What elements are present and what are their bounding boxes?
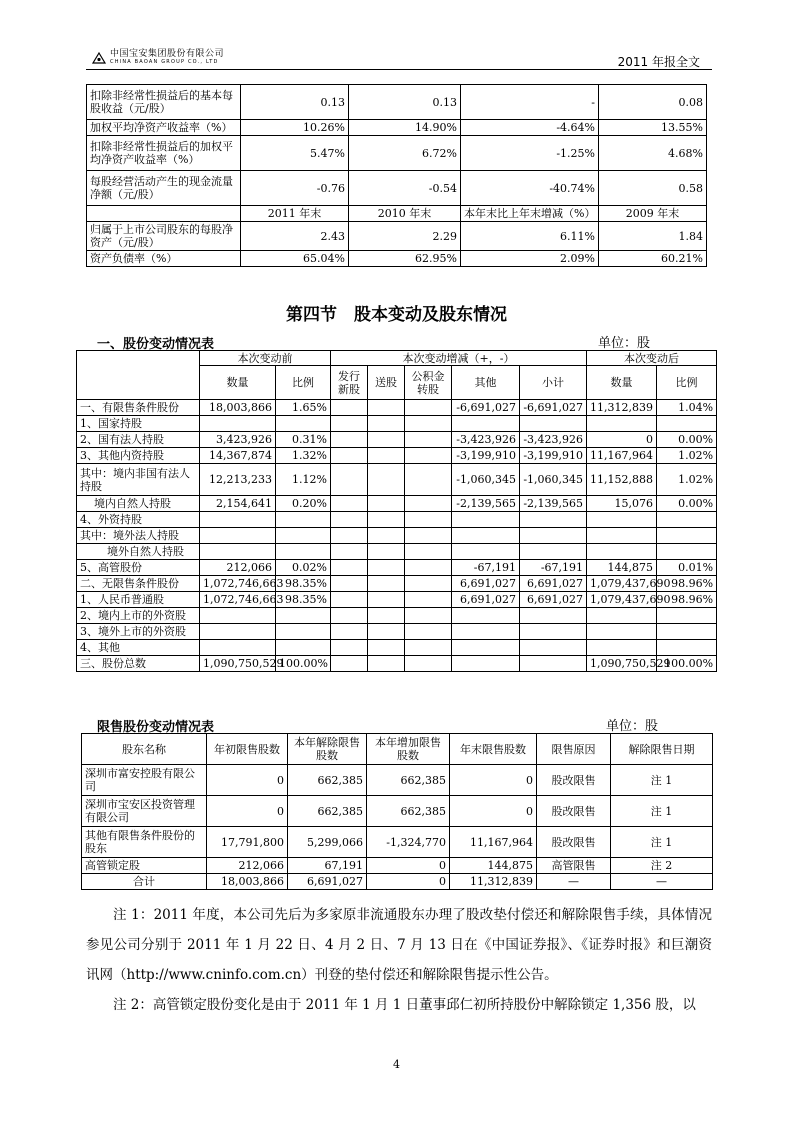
share-change-value	[405, 576, 452, 592]
share-change-value	[331, 624, 368, 640]
share-change-value	[452, 624, 520, 640]
restricted-column-header: 本年解除限售股数	[288, 734, 367, 765]
share-change-row	[77, 544, 717, 560]
indicator-column-header: 2009 年末	[599, 206, 707, 222]
share-change-column: 小计	[520, 366, 587, 400]
share-change-value: 0.00%	[657, 432, 717, 448]
share-change-row	[77, 432, 717, 448]
share-change-value	[587, 624, 657, 640]
share-change-value	[452, 512, 520, 528]
share-change-value	[331, 640, 368, 656]
indicator-value: 0.13	[241, 85, 349, 120]
share-change-value	[368, 544, 405, 560]
indicator-label: 加权平均净资产收益率（%）	[87, 120, 241, 136]
share-change-value: 1,090,750,529	[587, 656, 657, 672]
share-change-value: -67,191	[452, 560, 520, 576]
indicator-value: 2.43	[241, 222, 349, 251]
indicator-value: 13.55%	[599, 120, 707, 136]
share-change-value	[276, 608, 331, 624]
share-change-value	[368, 576, 405, 592]
indicator-value: 1.84	[599, 222, 707, 251]
note-2: 注 2：高管锁定股份变化是由于 2011 年 1 月 1 日董事邱仁初所持股份中解除锁定 1,356 股，以	[113, 997, 696, 1013]
share-change-value	[657, 624, 717, 640]
indicator-value: 10.26%	[241, 120, 349, 136]
restricted-row	[82, 827, 713, 858]
share-change-value	[331, 608, 368, 624]
note-1: 注 1：2011 年度，本公司先后为多家原非流通股东办理了股改垫付偿还和解除限售手续，具体情况参见公司分别于 2011 年 1 月 22 日、4 月 2 日、7 月 13 日在《中国证券报》、《证券时报》和巨潮资讯网（http://www.cninfo.com.cn）刊登的垫付偿还和解除限售提示性公告。	[86, 907, 712, 983]
restricted-value: 注 2	[611, 858, 713, 874]
share-change-value: 1,090,750,529	[200, 656, 276, 672]
share-change-value: 1,079,437,690	[587, 576, 657, 592]
restricted-value: 18,003,866	[207, 874, 288, 890]
indicator-value: -1.25%	[461, 136, 599, 171]
share-change-value: 3,423,926	[200, 432, 276, 448]
share-change-row	[77, 448, 717, 464]
share-change-value: 100.00%	[276, 656, 331, 672]
restricted-value: -1,324,770	[367, 827, 450, 858]
restricted-value: 股改限售	[537, 827, 611, 858]
indicator-row	[87, 251, 707, 267]
share-change-column: 比例	[276, 366, 331, 400]
share-change-value: 6,691,027	[520, 592, 587, 608]
share-change-value	[405, 416, 452, 432]
share-change-value: 1,079,437,690	[587, 592, 657, 608]
share-change-column: 其他	[452, 366, 520, 400]
share-change-column: 比例	[657, 366, 717, 400]
share-change-value: 1.12%	[276, 464, 331, 496]
share-change-corner	[77, 351, 200, 400]
restricted-value: 6,691,027	[288, 874, 367, 890]
share-category-label: 其中：境内非国有法人持股	[77, 464, 200, 496]
indicator-value: 62.95%	[349, 251, 461, 267]
share-change-value: 1.04%	[657, 400, 717, 416]
shareholder-name: 深圳市富安控股有限公司	[82, 765, 207, 796]
share-change-value	[520, 544, 587, 560]
share-change-value	[331, 496, 368, 512]
share-change-value: -2,139,565	[452, 496, 520, 512]
company-name-cn: 中国宝安集团股份有限公司	[110, 49, 225, 59]
share-change-value: 18,003,866	[200, 400, 276, 416]
share-change-value	[331, 432, 368, 448]
share-change-value: 0.00%	[657, 496, 717, 512]
share-change-row	[77, 400, 717, 416]
share-change-row	[77, 624, 717, 640]
report-title: 2011 年报全文	[617, 55, 700, 69]
indicator-label: 归属于上市公司股东的每股净资产（元/股）	[87, 222, 241, 251]
share-change-value	[520, 416, 587, 432]
share-change-heading: 一、股份变动情况表	[97, 337, 215, 352]
indicator-value: 60.21%	[599, 251, 707, 267]
share-change-value	[520, 624, 587, 640]
restricted-value: 注 1	[611, 827, 713, 858]
share-change-value	[368, 448, 405, 464]
share-change-value: 98.35%	[276, 576, 331, 592]
restricted-value: 0	[450, 796, 537, 827]
share-change-row	[77, 528, 717, 544]
share-change-value: 6,691,027	[520, 576, 587, 592]
restricted-value: 17,791,800	[207, 827, 288, 858]
share-change-value: -6,691,027	[520, 400, 587, 416]
indicator-label: 扣除非经常性损益后的加权平均净资产收益率（%）	[87, 136, 241, 171]
share-change-value: 144,875	[587, 560, 657, 576]
share-change-value: 6,691,027	[452, 592, 520, 608]
share-change-value: -3,199,910	[520, 448, 587, 464]
share-change-value	[200, 640, 276, 656]
share-change-value	[368, 496, 405, 512]
share-change-value: 6,691,027	[452, 576, 520, 592]
share-category-label: 1、国家持股	[77, 416, 200, 432]
share-change-value: -3,423,926	[452, 432, 520, 448]
financial-indicators-table	[86, 84, 707, 267]
share-category-label: 1、人民币普通股	[77, 592, 200, 608]
page-number: 4	[393, 1058, 400, 1071]
share-category-label: 2、国有法人持股	[77, 432, 200, 448]
share-change-value	[368, 512, 405, 528]
restricted-value: 注 1	[611, 765, 713, 796]
indicator-column-header: 本年末比上年末增减（%）	[461, 206, 599, 222]
indicator-row	[87, 85, 707, 120]
share-change-value	[331, 544, 368, 560]
share-change-value	[331, 528, 368, 544]
share-change-value	[405, 640, 452, 656]
share-category-label: 其中：境外法人持股	[77, 528, 200, 544]
share-change-value	[587, 528, 657, 544]
share-change-value	[368, 656, 405, 672]
share-change-value	[405, 592, 452, 608]
share-change-column: 发行新股	[331, 366, 368, 400]
share-change-value	[405, 560, 452, 576]
share-change-value: 0	[587, 432, 657, 448]
share-change-value	[587, 512, 657, 528]
share-change-value	[452, 640, 520, 656]
share-change-value: 11,312,839	[587, 400, 657, 416]
indicator-row	[87, 222, 707, 251]
share-change-row	[77, 496, 717, 512]
share-change-value	[368, 400, 405, 416]
share-change-value	[331, 512, 368, 528]
share-change-row	[77, 640, 717, 656]
share-change-value: 1.02%	[657, 464, 717, 496]
header-divider	[86, 69, 712, 70]
share-change-value	[368, 560, 405, 576]
restricted-value: —	[611, 874, 713, 890]
restricted-value: 11,312,839	[450, 874, 537, 890]
share-change-value	[657, 528, 717, 544]
share-change-value: 14,367,874	[200, 448, 276, 464]
share-category-label: 2、境内上市的外资股	[77, 608, 200, 624]
restricted-row	[82, 796, 713, 827]
share-change-value: 12,213,233	[200, 464, 276, 496]
company-logo	[92, 50, 224, 65]
share-change-value	[520, 528, 587, 544]
restricted-value: 144,875	[450, 858, 537, 874]
restricted-value: 0	[207, 765, 288, 796]
share-change-value: 0.02%	[276, 560, 331, 576]
indicator-value: 0.13	[349, 85, 461, 120]
share-change-value: 98.96%	[657, 592, 717, 608]
restricted-value: 662,385	[288, 796, 367, 827]
indicator-value: 0.58	[599, 171, 707, 206]
share-change-value: 98.35%	[276, 592, 331, 608]
restricted-column-header: 限售原因	[537, 734, 611, 765]
share-change-column: 数量	[200, 366, 276, 400]
share-change-row	[77, 608, 717, 624]
restricted-column-header: 本年增加限售股数	[367, 734, 450, 765]
share-change-value	[368, 416, 405, 432]
indicator-value: 5.47%	[241, 136, 349, 171]
indicator-value: 6.72%	[349, 136, 461, 171]
restricted-value: 212,066	[207, 858, 288, 874]
indicator-value: 2.29	[349, 222, 461, 251]
share-change-value	[405, 448, 452, 464]
indicator-label: 扣除非经常性损益后的基本每股收益（元/股）	[87, 85, 241, 120]
restricted-value: 67,191	[288, 858, 367, 874]
indicator-value: 4.68%	[599, 136, 707, 171]
share-change-unit: 单位：股	[598, 336, 651, 351]
share-change-value: -6,691,027	[452, 400, 520, 416]
indicator-label: 每股经营活动产生的现金流量净额（元/股）	[87, 171, 241, 206]
share-change-value	[520, 640, 587, 656]
share-change-column: 送股	[368, 366, 405, 400]
change-header: 本次变动增减（+，-）	[331, 351, 587, 366]
share-change-value	[657, 512, 717, 528]
restricted-value: 662,385	[367, 796, 450, 827]
share-change-value	[331, 560, 368, 576]
shareholder-name: 合计	[82, 874, 207, 890]
share-change-value: 1.65%	[276, 400, 331, 416]
share-change-value: 11,152,888	[587, 464, 657, 496]
share-category-label: 境外自然人持股	[77, 544, 200, 560]
indicator-value: 2.09%	[461, 251, 599, 267]
share-change-row	[77, 656, 717, 672]
share-change-value	[452, 656, 520, 672]
share-change-value	[276, 416, 331, 432]
before-change-header: 本次变动前	[200, 351, 331, 366]
share-change-value	[276, 512, 331, 528]
restricted-value: 0	[207, 796, 288, 827]
share-change-value	[520, 656, 587, 672]
restricted-value: 5,299,066	[288, 827, 367, 858]
share-change-value	[587, 608, 657, 624]
share-category-label: 境内自然人持股	[77, 496, 200, 512]
share-change-value: 1.02%	[657, 448, 717, 464]
share-change-value	[276, 624, 331, 640]
after-change-header: 本次变动后	[587, 351, 717, 366]
share-change-value	[368, 464, 405, 496]
shareholder-name: 其他有限售条件股份的股东	[82, 827, 207, 858]
share-change-table	[76, 350, 717, 672]
share-change-value	[452, 544, 520, 560]
indicator-value: -40.74%	[461, 171, 599, 206]
restricted-shares-table	[81, 733, 713, 890]
share-change-value: 1.32%	[276, 448, 331, 464]
share-change-value	[452, 416, 520, 432]
shareholder-name: 高管锁定股	[82, 858, 207, 874]
restricted-column-header: 年末限售股数	[450, 734, 537, 765]
company-emblem-icon	[92, 52, 106, 64]
indicator-header-row	[87, 206, 707, 222]
share-change-value: 1,072,746,663	[200, 592, 276, 608]
share-change-value	[520, 512, 587, 528]
share-change-value: -3,199,910	[452, 448, 520, 464]
share-change-value	[331, 416, 368, 432]
share-change-value	[405, 496, 452, 512]
share-change-row	[77, 464, 717, 496]
share-change-value	[405, 624, 452, 640]
share-change-value: -67,191	[520, 560, 587, 576]
share-change-value	[200, 512, 276, 528]
restricted-value: 11,167,964	[450, 827, 537, 858]
restricted-row	[82, 765, 713, 796]
restricted-value: 0	[450, 765, 537, 796]
share-change-value: -3,423,926	[520, 432, 587, 448]
share-change-value	[405, 528, 452, 544]
share-change-value	[405, 512, 452, 528]
share-category-label: 3、其他内资持股	[77, 448, 200, 464]
indicator-label: 资产负债率（%）	[87, 251, 241, 267]
share-change-value: 0.01%	[657, 560, 717, 576]
share-change-value	[368, 432, 405, 448]
share-change-value	[200, 624, 276, 640]
share-change-value	[405, 464, 452, 496]
restricted-shares-heading: 限售股份变动情况表	[97, 720, 215, 735]
share-change-column: 公积金转股	[405, 366, 452, 400]
share-category-label: 3、境外上市的外资股	[77, 624, 200, 640]
indicator-value: -0.76	[241, 171, 349, 206]
restricted-value: 高管限售	[537, 858, 611, 874]
share-change-value	[276, 544, 331, 560]
indicator-row	[87, 136, 707, 171]
share-change-value	[331, 656, 368, 672]
share-category-label: 三、股份总数	[77, 656, 200, 672]
share-change-value	[276, 528, 331, 544]
share-change-value	[405, 544, 452, 560]
indicator-value: 0.08	[599, 85, 707, 120]
share-change-value: 1,072,746,663	[200, 576, 276, 592]
indicator-header-blank	[87, 206, 241, 222]
share-change-row	[77, 576, 717, 592]
indicator-column-header: 2010 年末	[349, 206, 461, 222]
share-category-label: 二、无限售条件股份	[77, 576, 200, 592]
restricted-header-row	[82, 734, 713, 765]
indicator-value: -4.64%	[461, 120, 599, 136]
share-change-value	[331, 400, 368, 416]
restricted-value: 0	[367, 874, 450, 890]
share-change-value	[587, 416, 657, 432]
share-change-value: -1,060,345	[452, 464, 520, 496]
share-change-value	[331, 576, 368, 592]
restricted-column-header: 年初限售股数	[207, 734, 288, 765]
share-change-value	[331, 592, 368, 608]
indicator-value: 6.11%	[461, 222, 599, 251]
share-change-value	[452, 608, 520, 624]
share-change-value: -1,060,345	[520, 464, 587, 496]
indicator-row	[87, 120, 707, 136]
indicator-value: -0.54	[349, 171, 461, 206]
share-change-value	[657, 640, 717, 656]
share-change-value	[657, 544, 717, 560]
share-change-value	[276, 640, 331, 656]
share-category-label: 一、有限售条件股份	[77, 400, 200, 416]
restricted-column-header: 股东名称	[82, 734, 207, 765]
share-change-value	[368, 640, 405, 656]
share-change-value	[368, 592, 405, 608]
share-change-value	[405, 400, 452, 416]
share-change-value	[368, 608, 405, 624]
company-name-en: CHINA BAOAN GROUP CO., LTD	[110, 59, 219, 65]
restricted-shares-unit: 单位：股	[606, 719, 659, 734]
share-change-value: 100.00%	[657, 656, 717, 672]
share-change-value	[200, 608, 276, 624]
restricted-value: 662,385	[367, 765, 450, 796]
share-change-value	[405, 432, 452, 448]
indicator-value: -	[461, 85, 599, 120]
share-change-group-header	[77, 351, 717, 366]
restricted-value: 股改限售	[537, 796, 611, 827]
share-change-value	[452, 528, 520, 544]
share-change-value: -2,139,565	[520, 496, 587, 512]
share-change-value	[657, 608, 717, 624]
share-change-value	[657, 416, 717, 432]
share-change-value	[331, 448, 368, 464]
indicator-column-header: 2011 年末	[241, 206, 349, 222]
share-change-value	[405, 608, 452, 624]
restricted-value: —	[537, 874, 611, 890]
restricted-row	[82, 858, 713, 874]
share-change-row	[77, 416, 717, 432]
share-change-row	[77, 560, 717, 576]
share-change-value: 0.20%	[276, 496, 331, 512]
indicator-value: 14.90%	[349, 120, 461, 136]
share-change-value: 98.96%	[657, 576, 717, 592]
share-change-value	[200, 544, 276, 560]
share-change-value	[587, 640, 657, 656]
share-change-value: 0.31%	[276, 432, 331, 448]
share-change-value: 11,167,964	[587, 448, 657, 464]
share-change-value: 212,066	[200, 560, 276, 576]
share-change-value	[200, 416, 276, 432]
restricted-value: 股改限售	[537, 765, 611, 796]
share-change-value	[368, 624, 405, 640]
restricted-column-header: 解除限售日期	[611, 734, 713, 765]
share-change-value	[520, 608, 587, 624]
restricted-value: 662,385	[288, 765, 367, 796]
shareholder-name: 深圳市宝安区投资管理有限公司	[82, 796, 207, 827]
share-change-value	[200, 528, 276, 544]
restricted-value: 0	[367, 858, 450, 874]
share-change-value	[331, 464, 368, 496]
share-change-value	[368, 528, 405, 544]
restricted-value: 注 1	[611, 796, 713, 827]
share-category-label: 4、外资持股	[77, 512, 200, 528]
share-change-value: 2,154,641	[200, 496, 276, 512]
share-category-label: 5、高管股份	[77, 560, 200, 576]
indicator-value: 65.04%	[241, 251, 349, 267]
share-change-row	[77, 592, 717, 608]
share-change-column: 数量	[587, 366, 657, 400]
share-change-row	[77, 512, 717, 528]
restricted-row	[82, 874, 713, 890]
share-change-value	[405, 656, 452, 672]
share-change-value	[587, 544, 657, 560]
section-title: 第四节 股本变动及股东情况	[286, 305, 507, 325]
share-category-label: 4、其他	[77, 640, 200, 656]
share-change-value: 15,076	[587, 496, 657, 512]
indicator-row	[87, 171, 707, 206]
